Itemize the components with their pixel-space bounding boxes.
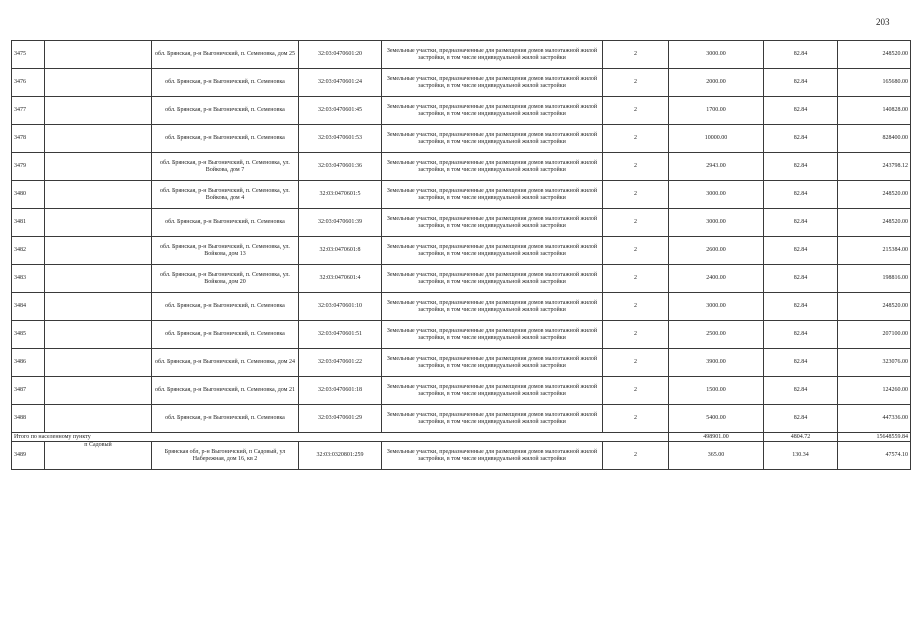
table-row — [12, 405, 911, 433]
group-code-cell: 2 — [603, 349, 669, 377]
row-number: 3482 — [12, 237, 45, 265]
area-cell: 3000.00 — [669, 41, 764, 69]
area-cell: 3000.00 — [669, 181, 764, 209]
locality-cell — [45, 293, 152, 321]
cadastral-number-cell: 32:03:0470601:29 — [299, 405, 382, 433]
cadastral-value-cell: 124260.00 — [838, 377, 911, 405]
land-category-cell: Земельные участки, предназначенные для размещения домов малоэтажной жилой застройки, в том числе индивидуальной жилой застройки — [382, 97, 603, 125]
address-cell: обл. Брянская, р-н Выгоничский, п. Семеновка, ул. Войкова, дом 20 — [152, 265, 299, 293]
locality-cell — [45, 97, 152, 125]
row-number: 3486 — [12, 349, 45, 377]
specific-value-cell: 82.84 — [764, 69, 838, 97]
area-cell: 5400.00 — [669, 405, 764, 433]
specific-value-cell: 130.34 — [764, 442, 838, 470]
summary-row — [12, 433, 911, 442]
address-cell: обл. Брянская, р-н Выгоничский, п. Семеновка — [152, 321, 299, 349]
land-category-cell: Земельные участки, предназначенные для размещения домов малоэтажной жилой застройки, в том числе индивидуальной жилой застройки — [382, 125, 603, 153]
cadastral-value-cell: 198816.00 — [838, 265, 911, 293]
locality-cell — [45, 209, 152, 237]
specific-value-cell: 82.84 — [764, 153, 838, 181]
table-row — [12, 153, 911, 181]
specific-value-cell: 82.84 — [764, 41, 838, 69]
specific-value-cell: 82.84 — [764, 237, 838, 265]
specific-value-cell: 82.84 — [764, 209, 838, 237]
address-cell: обл. Брянская, р-н Выгоничский, п. Семеновка, дом 24 — [152, 349, 299, 377]
group-code-cell: 2 — [603, 41, 669, 69]
specific-value-cell: 82.84 — [764, 181, 838, 209]
address-cell: обл. Брянская, р-н Выгоничский, п. Семеновка, дом 25 — [152, 41, 299, 69]
table-row — [12, 442, 911, 470]
cadastral-value-cell: 207100.00 — [838, 321, 911, 349]
cadastral-value-cell: 140828.00 — [838, 97, 911, 125]
specific-value-cell: 82.84 — [764, 405, 838, 433]
table-row — [12, 41, 911, 69]
specific-value-cell: 82.84 — [764, 293, 838, 321]
area-cell: 1700.00 — [669, 97, 764, 125]
cadastral-number-cell: 32:03:0320801:259 — [299, 442, 382, 470]
page-number: 203 — [876, 17, 890, 27]
cadastral-number-cell: 32:03:0470601:18 — [299, 377, 382, 405]
area-cell: 2000.00 — [669, 69, 764, 97]
land-category-cell: Земельные участки, предназначенные для размещения домов малоэтажной жилой застройки, в том числе индивидуальной жилой застройки — [382, 293, 603, 321]
land-category-cell: Земельные участки, предназначенные для размещения домов малоэтажной жилой застройки, в том числе индивидуальной жилой застройки — [382, 265, 603, 293]
group-code-cell: 2 — [603, 69, 669, 97]
row-number: 3481 — [12, 209, 45, 237]
table-row — [12, 181, 911, 209]
row-number: 3485 — [12, 321, 45, 349]
locality-cell: п Садовый — [45, 442, 152, 470]
table-row — [12, 69, 911, 97]
address-cell: Брянская обл, р-н Выгоничский, п Садовый, ул Набережная, дом 16, кв 2 — [152, 442, 299, 470]
group-code-cell: 2 — [603, 125, 669, 153]
specific-value-cell: 82.84 — [764, 265, 838, 293]
specific-value-cell: 82.84 — [764, 97, 838, 125]
cadastral-value-cell: 248520.00 — [838, 209, 911, 237]
group-code-cell: 2 — [603, 293, 669, 321]
group-code-cell: 2 — [603, 237, 669, 265]
address-cell: обл. Брянская, р-н Выгоничский, п. Семеновка, дом 21 — [152, 377, 299, 405]
locality-cell — [45, 237, 152, 265]
cadastral-value-table — [11, 40, 911, 470]
locality-cell — [45, 377, 152, 405]
cadastral-value-cell: 828400.00 — [838, 125, 911, 153]
table-row — [12, 209, 911, 237]
specific-value-cell: 82.84 — [764, 349, 838, 377]
cadastral-number-cell: 32:03:0470601:36 — [299, 153, 382, 181]
table-row — [12, 237, 911, 265]
area-cell: 3000.00 — [669, 209, 764, 237]
group-code-cell: 2 — [603, 153, 669, 181]
area-cell: 365.00 — [669, 442, 764, 470]
table-row — [12, 265, 911, 293]
summary-label: Итого по населенному пункту — [12, 433, 669, 442]
row-number: 3478 — [12, 125, 45, 153]
land-category-cell: Земельные участки, предназначенные для размещения домов малоэтажной жилой застройки, в том числе индивидуальной жилой застройки — [382, 405, 603, 433]
address-cell: обл. Брянская, р-н Выгоничский, п. Семеновка, ул. Войкова, дом 4 — [152, 181, 299, 209]
locality-cell — [45, 349, 152, 377]
locality-cell — [45, 405, 152, 433]
land-category-cell: Земельные участки, предназначенные для размещения домов малоэтажной жилой застройки, в том числе индивидуальной жилой застройки — [382, 69, 603, 97]
table-row — [12, 349, 911, 377]
address-cell: обл. Брянская, р-н Выгоничский, п. Семеновка, ул. Войкова, дом 13 — [152, 237, 299, 265]
cadastral-value-cell: 248520.00 — [838, 181, 911, 209]
cadastral-value-cell: 323076.00 — [838, 349, 911, 377]
cadastral-value-cell: 165680.00 — [838, 69, 911, 97]
row-number: 3477 — [12, 97, 45, 125]
row-number: 3487 — [12, 377, 45, 405]
cadastral-value-cell: 243798.12 — [838, 153, 911, 181]
row-number: 3480 — [12, 181, 45, 209]
group-code-cell: 2 — [603, 442, 669, 470]
land-category-cell: Земельные участки, предназначенные для размещения домов малоэтажной жилой застройки, в том числе индивидуальной жилой застройки — [382, 41, 603, 69]
cadastral-number-cell: 32:03:0470601:51 — [299, 321, 382, 349]
summary-area-cell: 498901.00 — [669, 433, 764, 442]
group-code-cell: 2 — [603, 265, 669, 293]
cadastral-value-cell: 47574.10 — [838, 442, 911, 470]
row-number: 3489 — [12, 442, 45, 470]
table-row — [12, 321, 911, 349]
locality-cell — [45, 41, 152, 69]
land-category-cell: Земельные участки, предназначенные для размещения домов малоэтажной жилой застройки, в том числе индивидуальной жилой застройки — [382, 349, 603, 377]
address-cell: обл. Брянская, р-н Выгоничский, п. Семеновка — [152, 97, 299, 125]
table-body — [12, 41, 911, 470]
row-number: 3479 — [12, 153, 45, 181]
cadastral-number-cell: 32:03:0470601:45 — [299, 97, 382, 125]
area-cell: 2943.00 — [669, 153, 764, 181]
cadastral-value-cell: 248520.00 — [838, 41, 911, 69]
cadastral-value-cell: 447336.00 — [838, 405, 911, 433]
locality-cell — [45, 321, 152, 349]
address-cell: обл. Брянская, р-н Выгоничский, п. Семеновка, ул. Войкова, дом 7 — [152, 153, 299, 181]
address-cell: обл. Брянская, р-н Выгоничский, п. Семеновка — [152, 293, 299, 321]
row-number: 3484 — [12, 293, 45, 321]
land-category-cell: Земельные участки, предназначенные для размещения домов малоэтажной жилой застройки, в том числе индивидуальной жилой застройки — [382, 209, 603, 237]
locality-cell — [45, 69, 152, 97]
cadastral-number-cell: 32:03:0470601:5 — [299, 181, 382, 209]
land-category-cell: Земельные участки, предназначенные для размещения домов малоэтажной жилой застройки, в том числе индивидуальной жилой застройки — [382, 377, 603, 405]
cadastral-value-cell: 248520.00 — [838, 293, 911, 321]
specific-value-cell: 82.84 — [764, 377, 838, 405]
cadastral-number-cell: 32:03:0470601:10 — [299, 293, 382, 321]
locality-cell — [45, 153, 152, 181]
area-cell: 2600.00 — [669, 237, 764, 265]
row-number: 3476 — [12, 69, 45, 97]
locality-cell — [45, 265, 152, 293]
cadastral-number-cell: 32:03:0470601:8 — [299, 237, 382, 265]
cadastral-number-cell: 32:03:0470601:4 — [299, 265, 382, 293]
locality-cell — [45, 181, 152, 209]
area-cell: 3900.00 — [669, 349, 764, 377]
summary-cadastral-value-cell: 15648559.84 — [838, 433, 911, 442]
address-cell: обл. Брянская, р-н Выгоничский, п. Семеновка — [152, 125, 299, 153]
area-cell: 2400.00 — [669, 265, 764, 293]
land-category-cell: Земельные участки, предназначенные для размещения домов малоэтажной жилой застройки, в том числе индивидуальной жилой застройки — [382, 153, 603, 181]
table-row — [12, 293, 911, 321]
land-category-cell: Земельные участки, предназначенные для размещения домов малоэтажной жилой застройки, в том числе индивидуальной жилой застройки — [382, 237, 603, 265]
group-code-cell: 2 — [603, 209, 669, 237]
land-category-cell: Земельные участки, предназначенные для размещения домов малоэтажной жилой застройки, в том числе индивидуальной жилой застройки — [382, 442, 603, 470]
locality-cell — [45, 125, 152, 153]
specific-value-cell: 82.84 — [764, 125, 838, 153]
area-cell: 2500.00 — [669, 321, 764, 349]
group-code-cell: 2 — [603, 377, 669, 405]
row-number: 3475 — [12, 41, 45, 69]
group-code-cell: 2 — [603, 321, 669, 349]
cadastral-value-cell: 215384.00 — [838, 237, 911, 265]
summary-specific-value-cell: 4804.72 — [764, 433, 838, 442]
table-row — [12, 125, 911, 153]
cadastral-number-cell: 32:03:0470601:53 — [299, 125, 382, 153]
row-number: 3488 — [12, 405, 45, 433]
table-row — [12, 377, 911, 405]
area-cell: 1500.00 — [669, 377, 764, 405]
table-row — [12, 97, 911, 125]
address-cell: обл. Брянская, р-н Выгоничский, п. Семеновка — [152, 209, 299, 237]
cadastral-number-cell: 32:03:0470601:20 — [299, 41, 382, 69]
specific-value-cell: 82.84 — [764, 321, 838, 349]
cadastral-number-cell: 32:03:0470601:39 — [299, 209, 382, 237]
cadastral-number-cell: 32:03:0470601:22 — [299, 349, 382, 377]
land-category-cell: Земельные участки, предназначенные для размещения домов малоэтажной жилой застройки, в том числе индивидуальной жилой застройки — [382, 321, 603, 349]
group-code-cell: 2 — [603, 405, 669, 433]
row-number: 3483 — [12, 265, 45, 293]
area-cell: 3000.00 — [669, 293, 764, 321]
address-cell: обл. Брянская, р-н Выгоничский, п. Семеновка — [152, 405, 299, 433]
land-category-cell: Земельные участки, предназначенные для размещения домов малоэтажной жилой застройки, в том числе индивидуальной жилой застройки — [382, 181, 603, 209]
cadastral-number-cell: 32:03:0470601:24 — [299, 69, 382, 97]
group-code-cell: 2 — [603, 181, 669, 209]
group-code-cell: 2 — [603, 97, 669, 125]
area-cell: 10000.00 — [669, 125, 764, 153]
address-cell: обл. Брянская, р-н Выгоничский, п. Семеновка — [152, 69, 299, 97]
